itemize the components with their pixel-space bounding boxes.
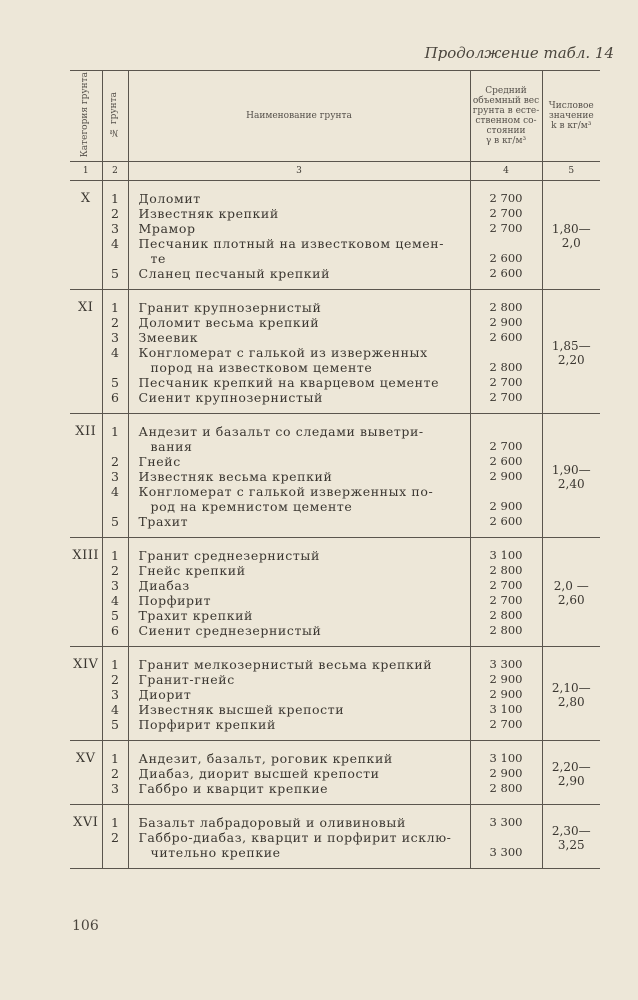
soil-density: [470, 181, 542, 290]
header-line: стоянии: [486, 126, 526, 136]
header-line: ственном со-: [475, 116, 537, 126]
soil-density-line: [471, 424, 542, 439]
soil-name-line: Змеевик: [138, 330, 199, 345]
soil-number-line: 5: [111, 266, 119, 281]
soil-density-line: 2 600: [489, 266, 523, 280]
soil-density-line: [471, 484, 542, 499]
soil-number-line: 3: [111, 687, 119, 702]
category-cell: XII: [70, 414, 102, 538]
soil-category-row: [70, 414, 600, 538]
soil-name-line: Гранит крупнозернистый: [138, 300, 322, 315]
soil-density-line: 3 300: [489, 657, 523, 671]
soil-density-line: [471, 830, 542, 845]
soil-name-line: Гнейс: [138, 454, 181, 469]
soil-number-line: 2: [111, 315, 119, 330]
header-line: Средний: [485, 86, 527, 96]
soil-number-line: 2: [111, 206, 119, 221]
header-line: γ в кг/м³: [485, 136, 527, 146]
soil-name-line: Мрамор: [138, 221, 196, 236]
soil-name-line: пород на известковом цементе: [150, 360, 373, 375]
soil-number-line: 6: [111, 623, 119, 638]
soil-density-line: 2 900: [489, 499, 523, 513]
soil-density-line: 2 800: [489, 781, 523, 795]
header-category: Категория грунта: [70, 71, 102, 162]
soil-name-line: Сиенит крупнозернистый: [138, 390, 323, 405]
soil-density-line: [471, 345, 542, 360]
soil-density: [470, 805, 542, 869]
soil-density-line: 2 700: [489, 221, 523, 235]
soil-name-line: Трахит: [138, 514, 189, 529]
soil-number-line: 5: [111, 608, 119, 623]
soil-category-row: [70, 647, 600, 741]
soil-table: [70, 70, 600, 869]
soil-name: [128, 741, 470, 805]
soil-name-line: род на кремнистом цементе: [150, 499, 353, 514]
soil-number-line: 3: [111, 781, 119, 796]
soil-number-line: 2: [111, 766, 119, 781]
category-cell: XIII: [70, 538, 102, 647]
category-cell: XVI: [70, 805, 102, 869]
soil-name-line: Сланец песчаный крепкий: [138, 266, 331, 281]
soil-number-line: 1: [111, 424, 119, 439]
soil-density-line: 2 600: [489, 454, 523, 468]
soil-density: [470, 290, 542, 414]
soil-number-line: 6: [111, 390, 119, 405]
soil-number-line: 5: [111, 375, 119, 390]
soil-name-line: Трахит крепкий: [138, 608, 253, 623]
soil-number-line: 1: [111, 815, 119, 830]
soil-category-row: [70, 538, 600, 647]
soil-category-row: [70, 741, 600, 805]
soil-number-line: 2: [111, 830, 119, 845]
soil-name-line: чительно крепкие: [150, 845, 281, 860]
soil-number: [102, 647, 128, 741]
soil-name-line: Габбро и кварцит крепкие: [138, 781, 329, 796]
header-line: грунта в есте-: [472, 106, 540, 116]
soil-number: [102, 414, 128, 538]
coefficient-cell: 2,20—2,90: [542, 741, 600, 805]
soil-number: [102, 538, 128, 647]
soil-name-line: Диорит: [138, 687, 192, 702]
header-coefficient: [542, 71, 600, 162]
soil-category-row: [70, 290, 600, 414]
soil-name-line: Базальт лабрадоровый и оливиновый: [138, 815, 406, 830]
soil-density: [470, 414, 542, 538]
soil-number-line: 3: [111, 469, 119, 484]
soil-number-line: 2: [111, 454, 119, 469]
category-cell: XI: [70, 290, 102, 414]
soil-name-line: Сиенит среднезернистый: [138, 623, 322, 638]
soil-density-line: 2 900: [489, 766, 523, 780]
header-line: значение: [548, 111, 594, 121]
soil-number: [102, 290, 128, 414]
soil-number-line: 1: [111, 657, 119, 672]
category-cell: X: [70, 181, 102, 290]
soil-number-line: 4: [111, 345, 119, 360]
soil-name-line: Порфирит крепкий: [138, 717, 276, 732]
soil-density-line: 2 800: [489, 623, 523, 637]
soil-name-line: Конгломерат с галькой изверженных по-: [138, 484, 434, 499]
category-cell: XV: [70, 741, 102, 805]
soil-density-line: 3 100: [489, 702, 523, 716]
soil-density-line: 2 800: [489, 608, 523, 622]
soil-density-line: 3 300: [489, 815, 523, 829]
header-density: [470, 71, 542, 162]
soil-name-line: Габбро-диабаз, кварцит и порфирит исклю-: [138, 830, 452, 845]
soil-number-line: 3: [111, 221, 119, 236]
soil-number-line: [103, 845, 128, 860]
coefficient-cell: 1,85—2,20: [542, 290, 600, 414]
coefficient-cell: 2,0 —2,60: [542, 538, 600, 647]
soil-density-line: 2 900: [489, 469, 523, 483]
soil-density-line: 2 600: [489, 514, 523, 528]
soil-name-line: Порфирит: [138, 593, 212, 608]
header-line: Числовое: [548, 101, 594, 111]
soil-name-line: Известняк весьма крепкий: [138, 469, 333, 484]
coefficient-cell: 2,10—2,80: [542, 647, 600, 741]
soil-number-line: 3: [111, 330, 119, 345]
coefficient-cell: 1,90—2,40: [542, 414, 600, 538]
soil-name-line: Доломит весьма крепкий: [138, 315, 320, 330]
column-number-row: 1 2 3 4 5: [70, 162, 600, 181]
soil-number-line: 4: [111, 484, 119, 499]
soil-density-line: 2 600: [489, 251, 523, 265]
soil-density-line: 2 900: [489, 672, 523, 686]
soil-density-line: 2 700: [489, 206, 523, 220]
soil-category-row: [70, 181, 600, 290]
soil-number-line: 3: [111, 578, 119, 593]
soil-density-line: 3 100: [489, 548, 523, 562]
soil-name-line: Доломит: [138, 191, 201, 206]
soil-number-line: 1: [111, 191, 119, 206]
soil-name-line: Гранит среднезернистый: [138, 548, 320, 563]
soil-name-line: Песчаник плотный на известковом цемен-: [138, 236, 445, 251]
soil-name-line: Гнейс крепкий: [138, 563, 246, 578]
soil-name-line: Гранит-гнейс: [138, 672, 235, 687]
soil-density: [470, 741, 542, 805]
soil-density-line: 2 900: [489, 687, 523, 701]
header-line: объемный вес: [472, 96, 540, 106]
soil-density-line: 3 100: [489, 751, 523, 765]
soil-name-line: Гранит мелкозернистый весьма крепкий: [138, 657, 433, 672]
soil-name-line: Диабаз: [138, 578, 190, 593]
header-line: k в кг/м³: [551, 121, 592, 131]
soil-density-line: 2 700: [489, 375, 523, 389]
soil-number: [102, 741, 128, 805]
soil-name-line: Конгломерат с галькой из изверженных: [138, 345, 428, 360]
soil-name-line: Известняк крепкий: [138, 206, 279, 221]
soil-density-line: 2 700: [489, 593, 523, 607]
table-continuation-caption: Продолжение табл. 14: [424, 44, 614, 62]
soil-density-line: 2 700: [489, 578, 523, 592]
soil-number-line: 2: [111, 672, 119, 687]
soil-density-line: 2 700: [489, 191, 523, 205]
category-cell: XIV: [70, 647, 102, 741]
soil-name: [128, 414, 470, 538]
soil-density-line: [471, 236, 542, 251]
soil-number-line: [103, 499, 128, 514]
soil-name: [128, 647, 470, 741]
soil-category-row: [70, 805, 600, 869]
soil-number-line: 4: [111, 702, 119, 717]
soil-number-line: 4: [111, 236, 119, 251]
soil-density-line: 2 800: [489, 563, 523, 577]
soil-number-line: 1: [111, 548, 119, 563]
soil-name: [128, 290, 470, 414]
soil-density-line: 2 800: [489, 360, 523, 374]
soil-name-line: Песчаник крепкий на кварцевом цементе: [138, 375, 440, 390]
soil-name: [128, 805, 470, 869]
header-name: Наименование грунта: [128, 71, 470, 162]
soil-number-line: 1: [111, 751, 119, 766]
soil-name-line: Диабаз, диорит высшей крепости: [138, 766, 380, 781]
soil-density-line: 2 700: [489, 439, 523, 453]
soil-number-line: [103, 360, 128, 375]
soil-density: [470, 538, 542, 647]
soil-number-line: [103, 251, 128, 266]
header-number: № грунта: [102, 71, 128, 162]
coefficient-cell: 1,80—2,0: [542, 181, 600, 290]
soil-number: [102, 181, 128, 290]
soil-name: [128, 538, 470, 647]
soil-density-line: 2 700: [489, 390, 523, 404]
soil-name-line: вания: [150, 439, 193, 454]
soil-name: [128, 181, 470, 290]
soil-name-line: те: [150, 251, 167, 266]
soil-density-line: 2 800: [489, 300, 523, 314]
soil-density-line: 2 600: [489, 330, 523, 344]
soil-density: [470, 647, 542, 741]
soil-density-line: 2 700: [489, 717, 523, 731]
soil-number-line: 4: [111, 593, 119, 608]
soil-number-line: 5: [111, 514, 119, 529]
soil-number-line: 1: [111, 300, 119, 315]
soil-number-line: 5: [111, 717, 119, 732]
soil-number-line: 2: [111, 563, 119, 578]
coefficient-cell: 2,30—3,25: [542, 805, 600, 869]
soil-number: [102, 805, 128, 869]
soil-name-line: Андезит, базальт, роговик крепкий: [138, 751, 393, 766]
soil-number-line: [103, 439, 128, 454]
soil-density-line: 3 300: [489, 845, 523, 859]
soil-density-line: 2 900: [489, 315, 523, 329]
soil-name-line: Известняк высшей крепости: [138, 702, 345, 717]
soil-name-line: Андезит и базальт со следами выветри-: [138, 424, 424, 439]
page-number: 106: [72, 918, 99, 934]
